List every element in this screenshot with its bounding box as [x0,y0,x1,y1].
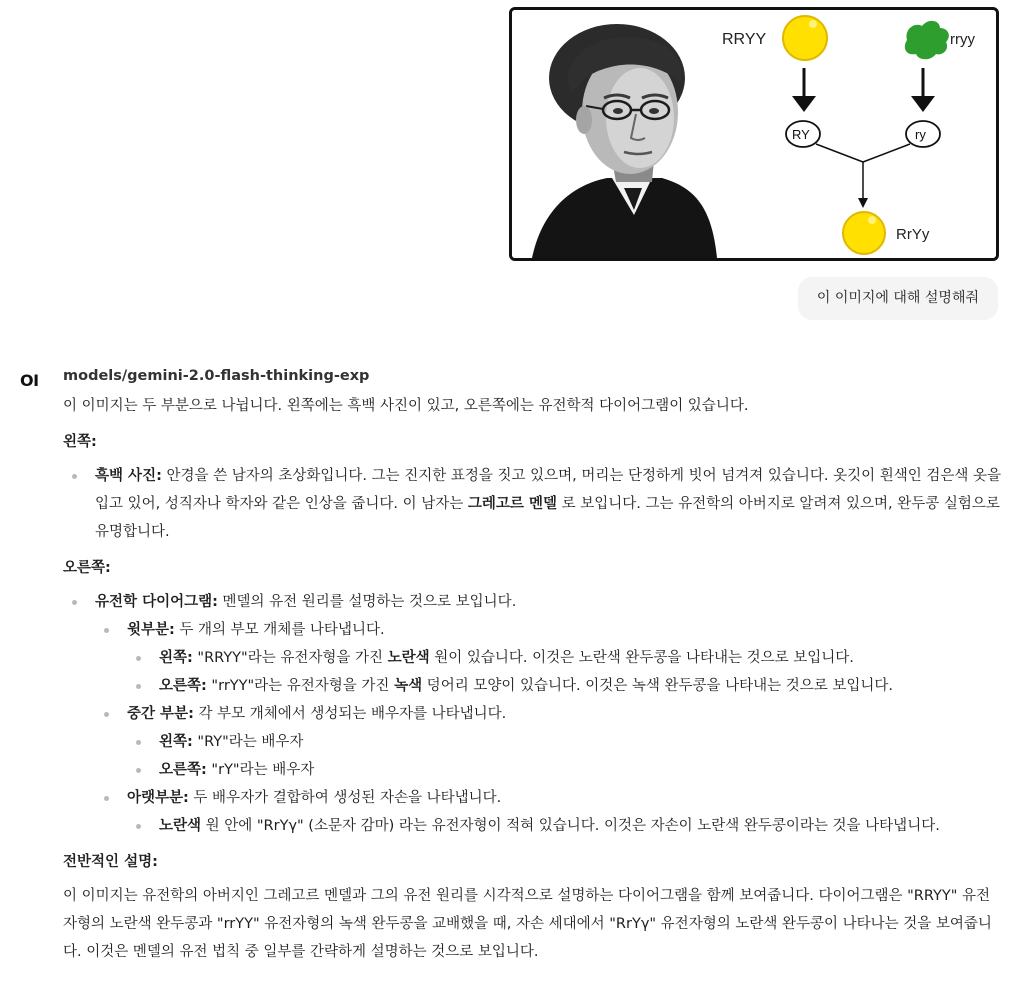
mid-sublist [127,728,1003,784]
overall-paragraph: 이 이미지는 유전학의 아버지인 그레고르 멘델과 그의 유전 원리를 시각적으로 설명하는 다이어그램을 함께 보여줍니다. 다이어그램은 "RRYY" 유전자형의 노란색 완두콩과 "rrYY" 유전자형의 녹색 완두콩을 교배했을 때, 자손 세대에서 "RrYγ" 유전자형의 노란색 완두콩이 나타나는 것을 보여줍니다. 이것은 멘델의 유전 법칙 중 일부를 간략하게 설명하는 것으로 보입니다. [63,888,992,960]
model-name: models/gemini-2.0-flash-thinking-exp [63,368,370,384]
top-sublist [127,644,1003,700]
top-text: 두 개의 부모 개체를 나타냅니다. [174,622,385,638]
top-left-bold: 노란색 [387,650,430,666]
mid-term: 중간 부분: [127,706,194,722]
mendel-figure [512,10,996,258]
right-heading: 오른쪽: [63,560,111,576]
top-left-text: "RRYY"라는 유전자형을 가진 [192,650,388,666]
list-item [95,784,1003,840]
list-item [63,462,1003,546]
left-list [63,462,1003,546]
photo-text: 안경을 쓴 남자의 초상화입니다. 그는 진지한 표정을 짓고 있으며, 머리는 단정하게 빗어 넘겨져 있습니다. 옷깃이 흰색인 검은색 옷을 입고 있어, 성직자나 학자와 같은 인상을 줍니다. 이 남자는 [95,468,1002,512]
top-right-bold: 녹색 [394,678,423,694]
portrait-photo [512,10,717,258]
green-wrinkled-pea-parent [905,21,949,59]
top-term: 윗부분: [127,622,175,638]
left-heading: 왼쪽: [63,434,97,450]
list-item [63,588,1003,840]
parent-left-label: RRYY [722,31,767,48]
gamete-right-label: ry [915,127,926,142]
mid-text: 각 부모 개체에서 생성되는 배우자를 나타냅니다. [193,706,507,722]
list-item [127,728,1003,756]
top-right-text-end: 덩어리 모양이 있습니다. 이것은 녹색 완두콩을 나타내는 것으로 보입니다. [422,678,893,694]
diagram-text: 멘델의 유전 원리를 설명하는 것으로 보입니다. [217,594,517,610]
intro-paragraph: 이 이미지는 두 부분으로 나뉩니다. 왼쪽에는 흑백 사진이 있고, 오른쪽에는 유전학적 다이어그램이 있습니다. [63,398,749,414]
assistant-message [63,392,1003,966]
user-message-text: 이 이미지에 대해 설명해줘 [816,290,979,306]
mid-right-text: "rY"라는 배우자 [206,762,315,778]
diagram-term: 유전학 다이어그램: [95,594,218,610]
mid-left-term: 왼쪽: [159,734,193,750]
bottom-sublist [127,812,1003,840]
mid-left-text: "RY"라는 배우자 [192,734,304,750]
bottom-item-bold: 노란색 [159,818,202,834]
right-list [63,588,1003,840]
top-right-term: 오른쪽: [159,678,207,694]
list-item [127,756,1003,784]
mid-right-term: 오른쪽: [159,762,207,778]
diagram-sublist [95,616,1003,840]
gamete-left-label: RY [792,127,810,142]
attached-image[interactable] [509,7,999,261]
photo-text-end: 로 보입니다. 그는 유전학의 아버지로 알려져 있으며, 완두콩 실험으로 유명합니다. [95,496,1000,540]
user-message-bubble [798,277,998,320]
genetics-diagram [722,16,975,254]
photo-name: 그레고르 멘델 [467,496,557,512]
list-item [95,700,1003,784]
bottom-item-text: 원 안에 "RrYγ" (소문자 감마) 라는 유전자형이 적혀 있습니다. 이것은 자손이 노란색 완두콩이라는 것을 나타냅니다. [201,818,940,834]
list-item [127,644,1003,672]
top-left-term: 왼쪽: [159,650,193,666]
offspring-label: RrYy [896,226,930,243]
yellow-pea-offspring [843,212,885,254]
list-item [95,616,1003,700]
assistant-avatar: OI [20,371,39,390]
photo-term: 흑백 사진: [95,468,162,484]
list-item [127,812,1003,840]
top-right-text: "rrYY"라는 유전자형을 가진 [206,678,395,694]
yellow-pea-parent [783,16,827,60]
overall-heading: 전반적인 설명: [63,854,158,870]
list-item [127,672,1003,700]
bottom-term: 아랫부분: [127,790,189,806]
top-left-text-end: 원이 있습니다. 이것은 노란색 완두콩을 나타내는 것으로 보입니다. [429,650,854,666]
bottom-text: 두 배우자가 결합하여 생성된 자손을 나타냅니다. [188,790,502,806]
parent-right-label: rryy [950,31,975,48]
